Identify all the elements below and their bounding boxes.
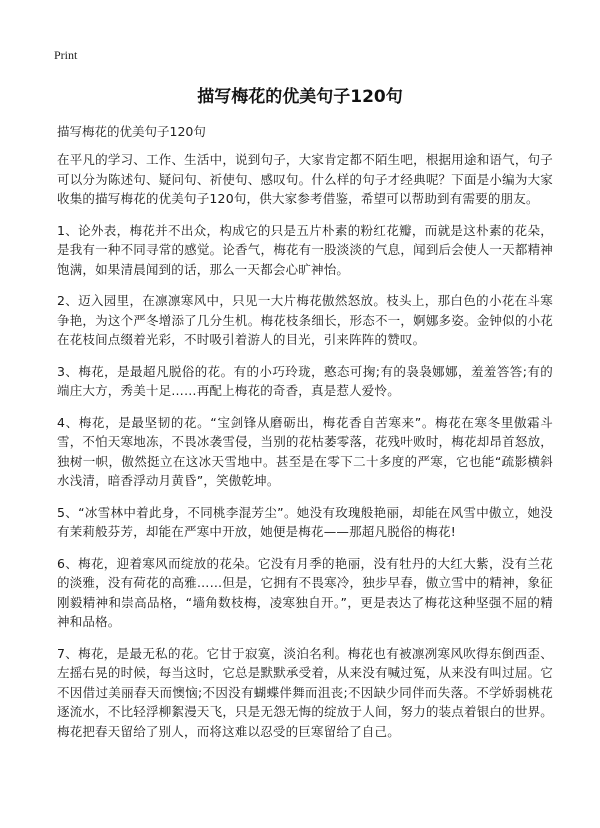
document-body: [57, 150, 553, 753]
intro-paragraph: 在平凡的学习、工作、生活中，说到句子，大家肯定都不陌生吧，根据用途和语气，句子可以分为陈述句、疑问句、祈使句、感叹句。什么样的句子才经典呢？下面是小编为大家收集的描写梅花的优美句子120句，供大家参考借鉴，希望可以帮助到有需要的朋友。: [57, 152, 553, 206]
sentence-paragraph-5: 5、“冰雪林中着此身，不同桃李混芳尘”。她没有玫瑰般艳丽，却能在风雪中傲立，她没有茉莉般芬芳，却能在严寒中开放，她便是梅花——那超凡脱俗的梅花!: [57, 504, 553, 539]
print-link[interactable]: Print: [54, 48, 78, 62]
document-title: 描写梅花的优美句子120句: [197, 87, 403, 107]
sentence-paragraph-6: 6、梅花，迎着寒风而绽放的花朵。它没有月季的艳丽，没有牡丹的大红大紫，没有兰花的淡雅，没有荷花的高雅……但是，它拥有不畏寒冷，独步早春，傲立雪中的精神，象征刚毅精神和崇高品格，“墙角数枝梅，凌寒独自开。”，更是表达了梅花这种坚强不屈的精神和品格。: [57, 555, 553, 629]
sentence-paragraph-7: 7、梅花，是最无私的花。它甘于寂寞，淡泊名利。梅花也有被凛冽寒风吹得东倒西歪、左摇右晃的时候，每当这时，它总是默默承受着，从来没有喊过冤，从来没有叫过屈。它不因借过美丽春天而懊恼;不因没有蝴蝶伴舞而沮丧;不因缺少同伴而失落。不学娇弱桃花逐流水，不比轻浮柳絮漫天飞，只是无怨无悔的绽放于人间，努力的装点着银白的世界。梅花把春天留给了别人，而将这难以忍受的巨寒留给了自己。: [57, 645, 553, 739]
sentence-paragraph-2: 2、迈入园里，在凛凛寒风中，只见一大片梅花傲然怒放。枝头上，那白色的小花在斗寒争艳，为这个严冬增添了几分生机。梅花枝条细长，形态不一，婀娜多姿。金钟似的小花在花枝间点缀着光彩，不时吸引着游人的目光，引来阵阵的赞叹。: [57, 293, 553, 347]
document-subtitle: 描写梅花的优美句子120句: [57, 124, 206, 139]
sentence-paragraph-4: 4、梅花，是最坚韧的花。“宝剑锋从磨砺出，梅花香自苦寒来”。梅花在寒冬里傲霜斗雪，不怕天寒地冻，不畏冰袭雪侵，当别的花枯萎零落，花残叶败时，梅花却昂首怒放，独树一帜，傲然挺立在这冰天雪地中。甚至是在零下二十多度的严寒，它也能“疏影横斜水浅清，暗香浮动月黄昏”，笑傲乾坤。: [57, 414, 553, 488]
sentence-paragraph-1: 1、论外表，梅花并不出众，构成它的只是五片朴素的粉红花瓣，而就是这朴素的花朵，是我有一种不同寻常的感觉。论香气，梅花有一股淡淡的气息，闻到后会使人一天都精神饱满，如果清晨闻到的话，那么一天都会心旷神怡。: [57, 222, 553, 277]
sentence-paragraph-3: 3、梅花，是最超凡脱俗的花。有的小巧玲珑，憨态可掬;有的袅袅娜娜，羞羞答答;有的端庄大方，秀美十足……再配上梅花的奇香，真是惹人爱怜。: [57, 363, 553, 398]
